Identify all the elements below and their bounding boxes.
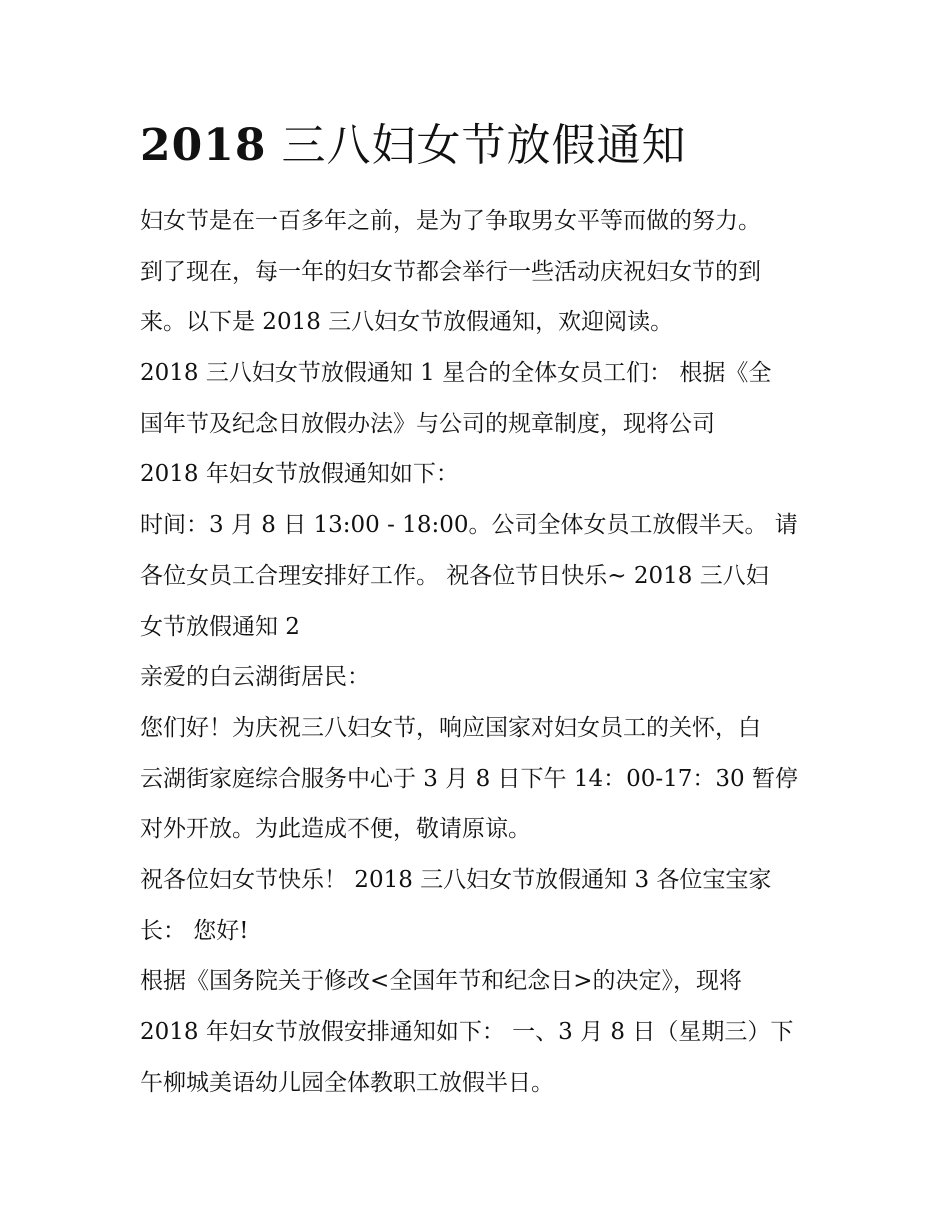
text-line: 根据《国务院关于修改<全国年节和纪念日>的决定》，现将 [140,968,743,995]
text-line: 各位女员工合理安排好工作。 祝各位节日快乐~ 2018 三八妇 [140,562,769,589]
text-line: 妇女节是在一百多年之前，是为了争取男女平等而做的努力。 [140,208,761,234]
text-line: 云湖街家庭综合服务中心于 3 月 8 日下午 14：00-17：30 暂停 [140,765,798,792]
text-line: 到了现在，每一年的妇女节都会举行一些活动庆祝妇女节的到 [140,258,761,285]
title-year: 2018 [140,120,267,171]
text-line: 您们好！为庆祝三八妇女节，响应国家对妇女员工的关怀，白 [140,714,761,741]
text-line: 来。以下是 2018 三八妇女节放假通知，欢迎阅读。 [140,309,674,336]
text-line: 2018 年妇女节放假安排通知如下： 一、3 月 8 日（星期三）下 [140,1019,794,1045]
text-line: 对外开放。为此造成不便，敬请原谅。 [140,816,531,843]
text-line: 2018 年妇女节放假通知如下： [140,461,459,488]
text-line: 长： 您好! [140,917,249,944]
text-line: 女节放假通知 2 [140,613,300,640]
document-body [140,196,820,1108]
text-line: 国年节及纪念日放假办法》与公司的规章制度，现将公司 [140,410,715,437]
text-line: 午柳城美语幼儿园全体教职工放假半日。 [140,1069,554,1096]
page-title [140,116,686,176]
text-line: 2018 三八妇女节放假通知 1 星合的全体女员工们： 根据《全 [140,360,772,387]
text-line: 祝各位妇女节快乐！ 2018 三八妇女节放假通知 3 各位宝宝家 [140,866,772,893]
text-line: 亲爱的白云湖街居民： [140,664,370,691]
text-line: 时间：3 月 8 日 13:00 - 18:00。公司全体女员工放假半天。 请 [140,512,798,539]
title-text: 三八妇女节放假通知 [266,120,687,171]
